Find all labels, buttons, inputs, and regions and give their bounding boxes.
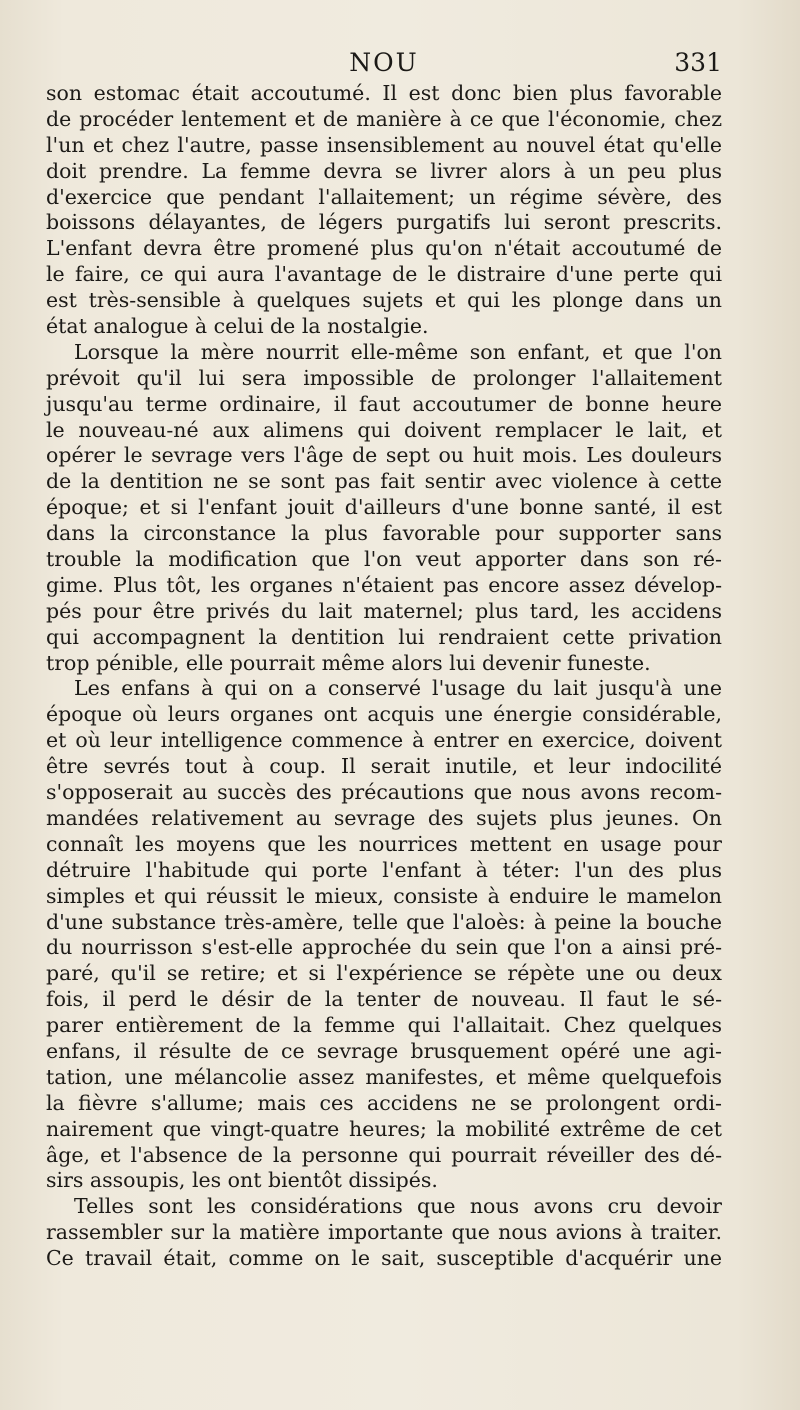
text-line: l'un et chez l'autre, passe insensiblement au nouvel état qu'elle — [46, 132, 722, 157]
text-line: simples et qui réussit le mieux, consiste à enduire le mamelon — [46, 883, 722, 908]
text-line: enfans, il résulte de ce sevrage brusquement opéré une agi- — [46, 1038, 722, 1063]
page-number: 331 — [674, 48, 722, 77]
text-line: mandées relativement au sevrage des sujets plus jeunes. On — [46, 805, 722, 830]
text-line: trop pénible, elle pourrait même alors lui devenir funeste. — [46, 650, 651, 675]
text-line: détruire l'habitude qui porte l'enfant à téter: l'un des plus — [46, 857, 722, 882]
text-line: rassembler sur la matière importante que nous avions à traiter. — [46, 1220, 722, 1245]
text-line: d'une substance très-amère, telle que l'aloès: à peine la bouche — [46, 909, 722, 934]
text-line: paré, qu'il se retire; et si l'expérience se répète une ou deux — [46, 961, 722, 986]
text-line: Ce travail était, comme on le sait, susceptible d'acquérir une — [46, 1246, 722, 1271]
text-line: doit prendre. La femme devra se livrer alors à un peu plus — [46, 158, 722, 183]
text-line: époque où leurs organes ont acquis une énergie considérable, — [46, 702, 722, 727]
text-line: sirs assoupis, les ont bientôt dissipés. — [46, 1168, 438, 1193]
text-line: prévoit qu'il lui sera impossible de prolonger l'allaitement — [46, 365, 722, 390]
text-line: dans la circonstance la plus favorable pour supporter sans — [46, 521, 722, 546]
text-line: gime. Plus tôt, les organes n'étaient pas encore assez dévelop- — [46, 572, 722, 597]
text-line: qui accompagnent la dentition lui rendraient cette privation — [46, 624, 722, 649]
running-head: NOU — [349, 48, 419, 77]
text-line: de procéder lentement et de manière à ce que l'économie, chez — [46, 106, 722, 131]
text-line: de la dentition ne se sont pas fait sentir avec violence à cette — [46, 469, 722, 494]
text-line: tation, une mélancolie assez manifestes, et même quelquefois — [46, 1064, 722, 1089]
page-header — [46, 48, 722, 82]
paragraph — [46, 1194, 722, 1272]
text-line: époque; et si l'enfant jouit d'ailleurs d'une bonne santé, il est — [46, 495, 722, 520]
text-line: du nourrisson s'est-elle approchée du sein que l'on a ainsi pré- — [46, 935, 722, 960]
text-line: trouble la modification que l'on veut apporter dans son ré- — [46, 547, 722, 572]
text-line: nairement que vingt-quatre heures; la mobilité extrême de cet — [46, 1116, 722, 1141]
text-line: être sevrés tout à coup. Il serait inutile, et leur indocilité — [46, 754, 722, 779]
text-line: opérer le sevrage vers l'âge de sept ou huit mois. Les douleurs — [46, 443, 722, 468]
text-line: jusqu'au terme ordinaire, il faut accoutumer de bonne heure — [46, 391, 722, 416]
text-line: Les enfans à qui on a conservé l'usage du lait jusqu'à une — [74, 676, 722, 701]
text-line: d'exercice que pendant l'allaitement; un régime sévère, des — [46, 184, 722, 209]
text-line: et où leur intelligence commence à entrer en exercice, doivent — [46, 728, 722, 753]
text-line: pés pour être privés du lait maternel; plus tard, les accidens — [46, 598, 722, 623]
text-line: âge, et l'absence de la personne qui pourrait réveiller des dé- — [46, 1142, 722, 1167]
text-line: s'opposerait au succès des précautions que nous avons recom- — [46, 780, 722, 805]
text-line: le faire, ce qui aura l'avantage de le distraire d'une perte qui — [46, 262, 722, 287]
paragraph — [46, 676, 722, 1194]
text-line: fois, il perd le désir de la tenter de nouveau. Il faut le sé- — [46, 987, 722, 1012]
text-line: Lorsque la mère nourrit elle-même son enfant, et que l'on — [74, 339, 722, 364]
text-line: L'enfant devra être promené plus qu'on n'était accoutumé de — [46, 236, 722, 261]
text-line: la fièvre s'allume; mais ces accidens ne se prolongent ordi- — [46, 1090, 722, 1115]
text-line: son estomac était accoutumé. Il est donc bien plus favorable — [46, 81, 722, 105]
text-line: boissons délayantes, de légers purgatifs lui seront prescrits. — [46, 210, 722, 235]
text-line: est très-sensible à quelques sujets et qui les plonge dans un — [46, 288, 722, 313]
text-line: parer entièrement de la femme qui l'allaitait. Chez quelques — [46, 1013, 722, 1038]
text-line: connaît les moyens que les nourrices mettent en usage pour — [46, 831, 722, 856]
paragraph — [46, 340, 722, 677]
text-line: état analogue à celui de la nostalgie. — [46, 314, 429, 339]
text-line: le nouveau-né aux alimens qui doivent remplacer le lait, et — [46, 417, 722, 442]
body-text — [46, 81, 722, 1272]
paragraph — [46, 81, 722, 340]
text-line: Telles sont les considérations que nous avons cru devoir — [74, 1194, 722, 1219]
